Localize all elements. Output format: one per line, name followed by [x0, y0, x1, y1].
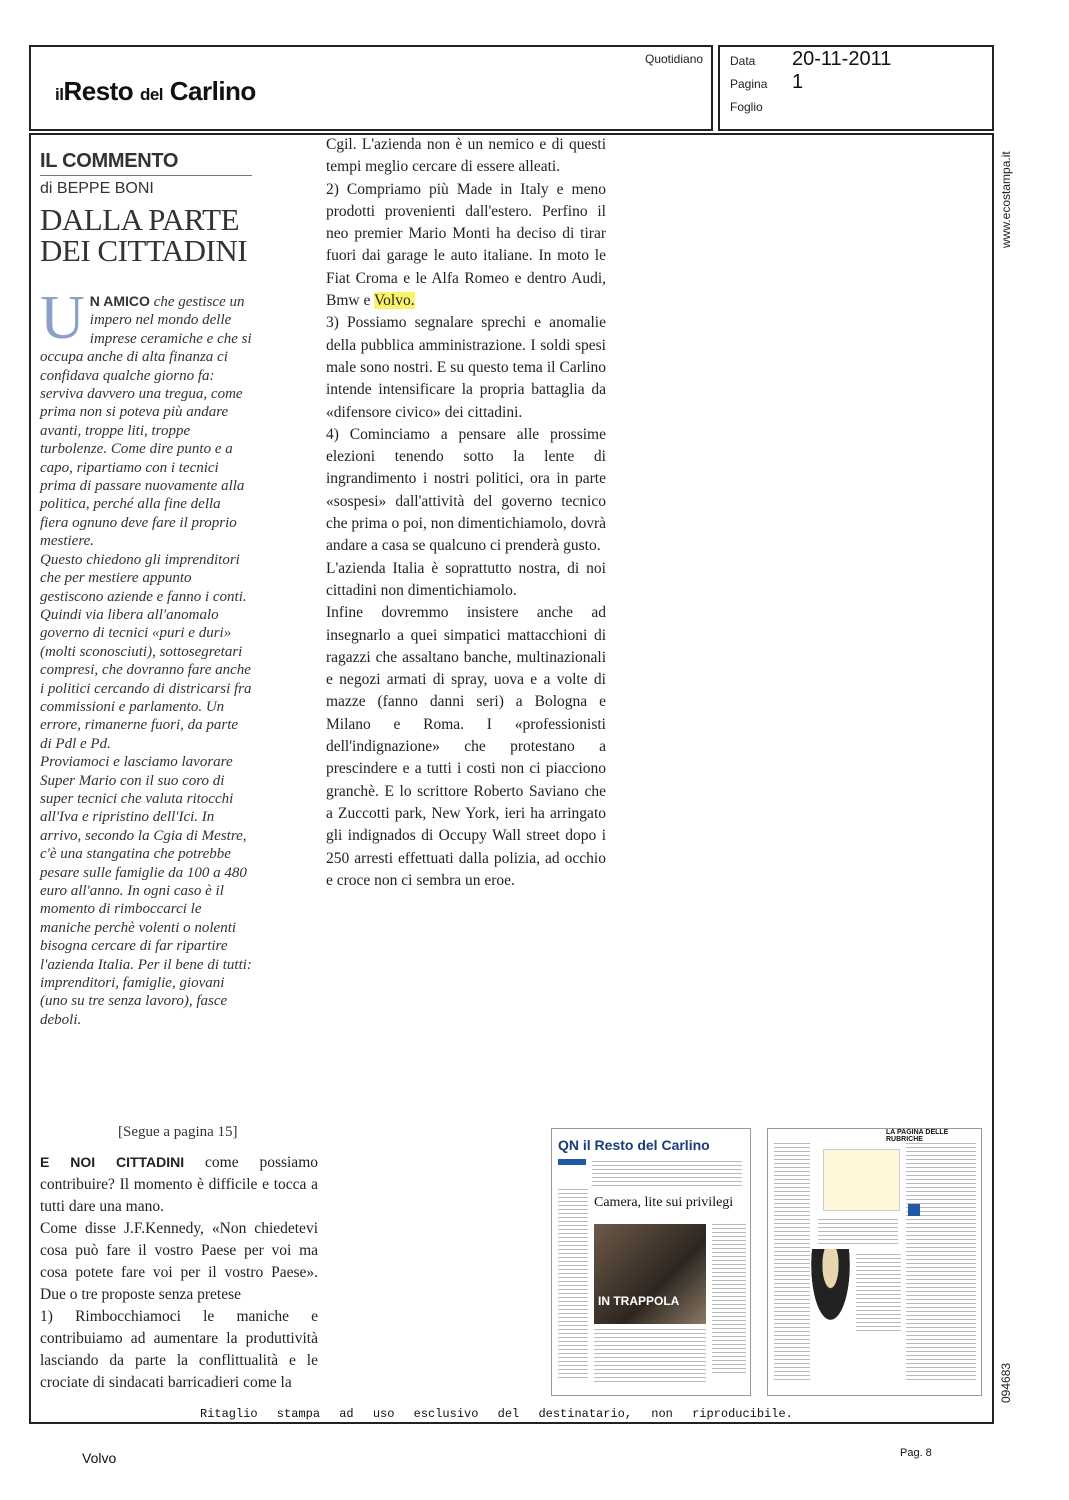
thumbnail-text-block — [818, 1219, 898, 1247]
pagina-label: Pagina — [730, 77, 768, 91]
intro-paragraph-2: Questo chiedono gli imprenditori che per mestiere appunto gestiscono aziende e fanno i conti. Quindi via libera all'anomalo governo di tecnici «puri e duri» (molti sconosciuti), sottosegretari compresi, che dovranno fare anche i politici cercando di districarsi fra commissioni e parlamento. Un errore, rimanerne fuori, da parte di Pdl e Pd. — [40, 551, 252, 752]
continued-note: [Segue a pagina 15] — [118, 1124, 238, 1140]
article-body-continued — [326, 134, 606, 984]
thumbnail-photo — [594, 1224, 706, 1324]
body-paragraph: 2) Compriamo più Made in Italy e meno prodotti provenienti dall'estero. Perfino il neo premier Mario Monti ha deciso di tirar fuori dai garage le auto italiane. In moto le Fiat Croma e le Alfa Romeo e dentro Audi, Bmw e Volvo. — [326, 180, 606, 310]
body-paragraph: Come disse J.F.Kennedy, «Non chiedetevi cosa può fare il vostro Paese per voi ma cosa potete fare voi per il vostro Paese». Due o tre proposte senza pretese — [40, 1220, 318, 1303]
data-label: Data — [730, 54, 756, 68]
thumbnail-title: LA PAGINA DELLE RUBRICHE — [886, 1129, 949, 1143]
article-kicker: IL COMMENTO — [40, 150, 252, 176]
thumbnail-text-block — [774, 1143, 810, 1383]
newspaper-logo: ilResto del Carlino — [55, 76, 256, 106]
body-paragraph: Infine dovremmo insistere anche ad insegnarlo a quei simpatici mattacchioni di ragazzi che assaltano banche, multinazionali e negozi armati di spray, uova e a volte di mazze (fanno danni seri) a Bologna e Milano e Roma. I «professionisti dell'indignazione» che protestano a prescindere e a tutti i costi non ci piacciono granchè. E lo scrittore Roberto Saviano che a Zuccotti park, New York, ieri ha arringato gli indignados di Occupy Wall street dopo i 250 arresti effettuati dalla polizia, ad occhio e croce non ci sembra un eroe. — [326, 604, 606, 889]
thumbnail-portrait — [808, 1249, 853, 1329]
foglio-label: Foglio — [730, 100, 763, 114]
article-header — [40, 150, 252, 266]
article-body-start — [40, 1151, 318, 1394]
intro-paragraph-1: N AMICO che gestisce un impero nel mondo delle imprese ceramiche e che si occupa anche di alta finanza ci confidava qualche giorno fa: serviva davvero una tregua, come prima non si poteva più andare avanti, troppe liti, troppe turbolenze. Come dire punto e a capo, ripartiamo con i tecnici prima di passare nuovamente alla politica, perché alla fine della fiera ognuno deve fare il proprio mestiere. — [40, 293, 252, 550]
article-intro — [40, 284, 252, 1029]
front-page-thumbnail — [551, 1128, 751, 1396]
body-paragraph: 4) Cominciamo a pensare alle prossime elezioni tenendo sotto la lente di ingrandimento i nostri politici, ora in parte «sospesi» dall'attività del governo tecnico che prima o poi, non dimentichiamolo, dovrà andare a casa se qualcuno ci prenderà gusto. — [326, 425, 606, 555]
thumbnail-icon — [908, 1204, 920, 1216]
article-headline: DALLA PARTE DEI CITTADINI — [40, 202, 248, 268]
body-paragraph: L'azienda Italia è soprattutto nostra, di noi cittadini non dimentichiamolo. — [326, 559, 606, 599]
body-paragraph: 1) Rimbocchiamoci le maniche e contribuiamo ad aumentare la produttività lasciando da parte la conflittualità e le crociate di sindacati barricadieri come la — [40, 1308, 318, 1391]
highlighted-keyword: Volvo. — [373, 292, 415, 310]
body-paragraph: Cgil. L'azienda non è un nemico e di questi tempi meglio cercare di essere alleati. — [326, 136, 606, 176]
thumbnail-bar — [558, 1159, 586, 1165]
data-value: 20-11-2011 — [792, 48, 892, 70]
publication-type: Quotidiano — [645, 52, 704, 66]
thumbnail-banner: IN TRAPPOLA — [598, 1294, 680, 1308]
keyword-tag: Volvo — [82, 1450, 117, 1466]
dropcap: U — [40, 284, 85, 352]
thumbnail-text-block — [906, 1143, 976, 1383]
copyright-notice: Ritaglio stampa ad uso esclusivo del destinatario, non riproducibile. — [200, 1407, 793, 1421]
article-byline: di BEPPE BONI — [40, 180, 154, 197]
intro-paragraph-3: Proviamoci e lasciamo lavorare Super Mario con il suo coro di super tecnici che valuta ritocchi all'Iva e ripristino dell'Ici. In arrivo, secondo la Cgia di Mestre, c'è una stangatina che potrebbe pesare sulle famiglie da 100 a 480 euro all'anno. In ogni caso è il momento di rimboccarci le maniche perchè volenti o nolenti bisogna cercare di far ripartire l'azienda Italia. Per il bene di tutti: imprenditori, famiglie, giovani (uno su tre senza lavoro), fasce deboli. — [40, 754, 252, 1028]
rubriche-page-thumbnail — [767, 1128, 982, 1396]
pagina-value: 1 — [792, 71, 804, 93]
side-url: www.ecostampa.it — [999, 151, 1013, 248]
thumbnail-text-block — [592, 1161, 742, 1189]
thumbnail-text-block — [856, 1254, 901, 1334]
side-code: 094683 — [999, 1362, 1013, 1403]
page-number: Pag. 8 — [900, 1447, 932, 1459]
thumbnail-headline: Camera, lite sui privilegi — [594, 1195, 734, 1210]
thumbnail-text-block — [594, 1329, 706, 1384]
thumbnail-text-block — [712, 1224, 746, 1374]
thumbnail-cartoon — [823, 1149, 900, 1211]
thumbnail-text-block — [558, 1189, 588, 1379]
body-paragraph: E NOI CITTADINI come possiamo contribuire? Il momento è difficile e tocca a tutti dare una mano. — [40, 1154, 318, 1215]
thumbnail-logo: QN il Resto del Carlino — [558, 1137, 710, 1153]
body-paragraph: 3) Possiamo segnalare sprechi e anomalie della pubblica amministrazione. I soldi spesi male sono nostri. E su questo tema il Carlino intende intensificare la propria battaglia da «difensore civico» dei cittadini. — [326, 314, 606, 421]
